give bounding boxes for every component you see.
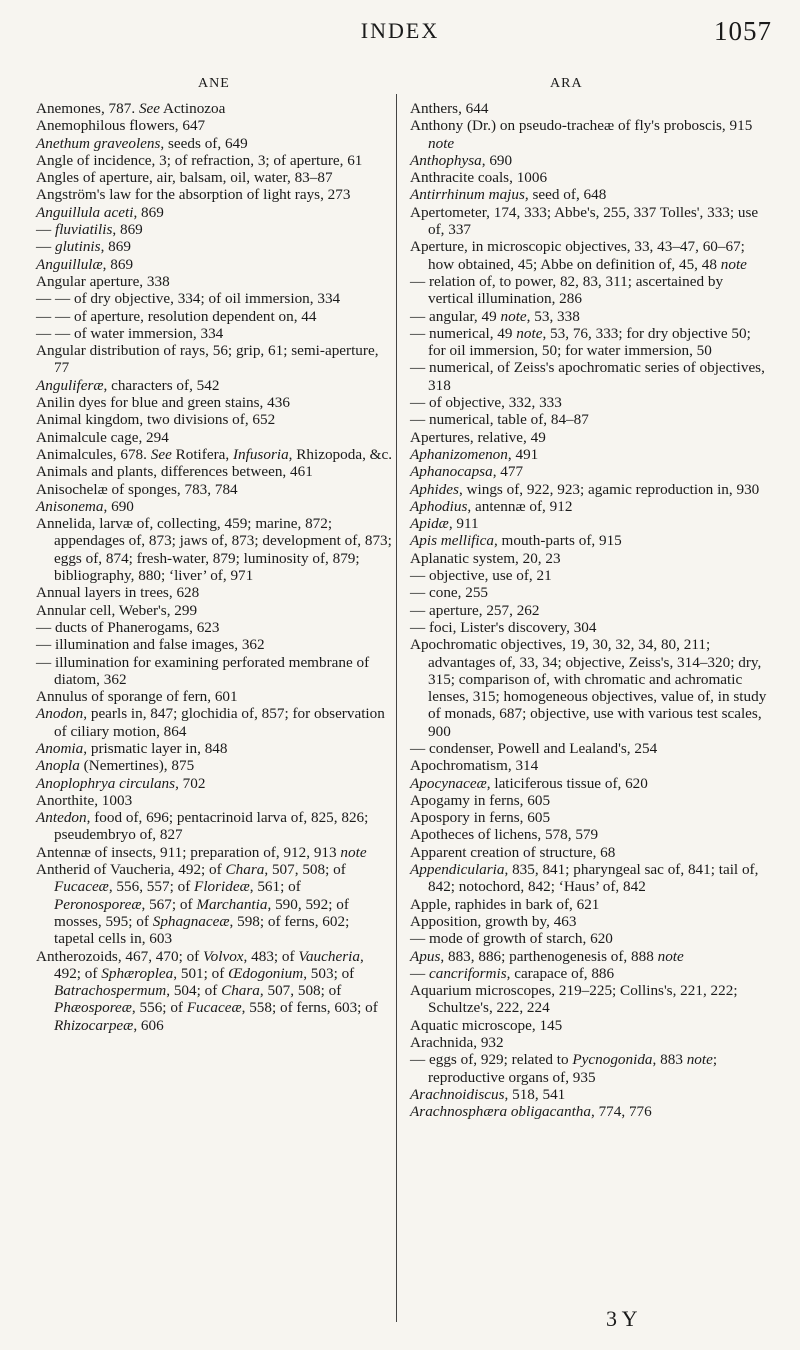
index-entry: — eggs of, 929; related to Pycnogonida, 883 note; reproductive organs of, 935 bbox=[410, 1051, 718, 1086]
index-entry: Aperture, in microscopic objectives, 33, 43–47, 60–67; how obtained, 45; Abbe on definition of, 45, 48 note bbox=[410, 238, 747, 273]
page-title: INDEX bbox=[360, 18, 440, 43]
index-entry: Anodon, pearls in, 847; glochidia of, 857; for observation of ciliary motion, 864 bbox=[36, 705, 385, 740]
index-entry: Anomia, prismatic layer in, 848 bbox=[36, 739, 228, 757]
index-entry: — condenser, Powell and Lealand's, 254 bbox=[410, 739, 658, 757]
index-entry: — illumination and false images, 362 bbox=[36, 636, 265, 654]
index-entry: — foci, Lister's discovery, 304 bbox=[410, 618, 597, 636]
index-entry: — numerical, of Zeiss's apochromatic series of objectives, 318 bbox=[410, 359, 765, 394]
index-entry: Apis mellifica, mouth-parts of, 915 bbox=[410, 532, 622, 550]
index-entry: Arachnoidiscus, 518, 541 bbox=[410, 1085, 566, 1103]
index-entry: Anthony (Dr.) on pseudo-tracheæ of fly's proboscis, 915 note bbox=[410, 117, 753, 152]
index-entry: Anilin dyes for blue and green stains, 436 bbox=[36, 394, 290, 412]
index-entry: Anthophysa, 690 bbox=[410, 151, 513, 169]
index-entry: Arachnida, 932 bbox=[410, 1034, 504, 1052]
index-entry: Aquarium microscopes, 219–225; Collins's, 221, 222; Schultze's, 222, 224 bbox=[410, 982, 738, 1017]
index-entry: — illumination for examining perforated membrane of diatom, 362 bbox=[36, 653, 370, 688]
index-entry: Animalcules, 678. See Rotifera, Infusoria, Rhizopoda, &c. bbox=[36, 445, 393, 463]
index-entry: Apparent creation of structure, 68 bbox=[410, 843, 616, 861]
index-entry: Annular cell, Weber's, 299 bbox=[36, 601, 198, 619]
index-entry: — ducts of Phanerogams, 623 bbox=[36, 618, 220, 636]
index-entry: Appendicularia, 835, 841; pharyngeal sac of, 841; tail of, 842; notochord, 842; ‘Haus’ of, 842 bbox=[410, 861, 759, 896]
index-entry: — glutinis, 869 bbox=[36, 238, 131, 256]
index-entry: Anethum graveolens, seeds of, 649 bbox=[36, 134, 248, 152]
index-entry: — aperture, 257, 262 bbox=[410, 601, 540, 619]
index-entry: Anemophilous flowers, 647 bbox=[36, 117, 206, 135]
index-entry: Apertometer, 174, 333; Abbe's, 255, 337 Tolles', 333; use of, 337 bbox=[410, 203, 759, 239]
index-entry: — objective, use of, 21 bbox=[410, 567, 552, 585]
index-entry: Anemones, 787. See Actinozoa bbox=[36, 100, 226, 117]
index-entry: — angular, 49 note, 53, 338 bbox=[410, 307, 580, 325]
index-entry: Anthers, 644 bbox=[410, 100, 489, 117]
index-entry: Aphides, wings of, 922, 923; agamic reproduction in, 930 bbox=[410, 480, 760, 498]
index-entry: — cancriformis, carapace of, 886 bbox=[410, 964, 615, 982]
index-entry: — — of aperture, resolution dependent on, 44 bbox=[36, 307, 317, 325]
index-entry: Anguillulæ, 869 bbox=[36, 255, 134, 273]
index-entry: — numerical, 49 note, 53, 76, 333; for dry objective 50; for oil immersion, 50; for water immersion, 50 bbox=[410, 324, 751, 360]
index-entry: Antherid of Vaucheria, 492; of Chara, 507, 508; of Fucaceæ, 556, 557; of Florideæ, 561; of Peronosporeæ, 567; of Marchantia, 590, 592; of mosses, 595; of Sphagnaceæ, 598; of ferns, 602; tapetal cells in, 603 bbox=[36, 861, 350, 948]
index-entry: Apospory in ferns, 605 bbox=[410, 809, 551, 827]
index-entry: Annulus of sporange of fern, 601 bbox=[36, 688, 238, 706]
index-entry: Apus, 883, 886; parthenogenesis of, 888 note bbox=[410, 947, 684, 965]
index-entry: Aplanatic system, 20, 23 bbox=[410, 549, 561, 567]
index-entry: Anguliferæ, characters of, 542 bbox=[36, 376, 220, 394]
left-index-column bbox=[36, 100, 393, 1034]
index-entry: Aphanizomenon, 491 bbox=[410, 445, 539, 463]
index-entry: Anorthite, 1003 bbox=[36, 791, 133, 809]
index-entry: Aquatic microscope, 145 bbox=[410, 1016, 563, 1034]
index-entry: Apposition, growth by, 463 bbox=[410, 912, 577, 930]
right-guide-word: ARA bbox=[550, 76, 583, 91]
index-entry: — fluviatilis, 869 bbox=[36, 221, 143, 239]
index-entry: — cone, 255 bbox=[410, 584, 489, 602]
index-entry: Annelida, larvæ of, collecting, 459; marine, 872; appendages of, 873; jaws of, 873; development of, 873; eggs of, 874; fresh-water, 879; luminosity of, 879; bibliography, 880; ‘liver’ of, 971 bbox=[36, 515, 392, 585]
right-index-column bbox=[410, 100, 767, 1121]
index-entry: Animalcule cage, 294 bbox=[36, 428, 169, 446]
page-number: 1057 bbox=[714, 16, 772, 46]
index-entry: Anoplophrya circulans, 702 bbox=[36, 774, 206, 792]
index-entry: Antirrhinum majus, seed of, 648 bbox=[410, 186, 607, 204]
index-entry: Apochromatic objectives, 19, 30, 32, 34, 80, 211; advantages of, 33, 34; objective, Zeiss's, 314–320; dry, 315; comparison of, with chromatic and achromatic lenses, 315; homogeneous objectives, value of, in study of monads, 687; objective, use with various test scales, 900 bbox=[410, 636, 767, 740]
index-entry: Apple, raphides in bark of, 621 bbox=[410, 895, 600, 913]
index-entry: — of objective, 332, 333 bbox=[410, 394, 562, 412]
index-entry: Aphanocapsa, 477 bbox=[410, 463, 524, 481]
index-entry: Arachnosphæra obligacantha, 774, 776 bbox=[410, 1103, 652, 1121]
index-entry: Antedon, food of, 696; pentacrinoid larva of, 825, 826; pseudembryo of, 827 bbox=[36, 809, 369, 844]
index-entry: Anguillula aceti, 869 bbox=[36, 203, 164, 221]
index-entry: Anisochelæ of sponges, 783, 784 bbox=[36, 480, 238, 498]
index-entry: Angle of incidence, 3; of refraction, 3; of aperture, 61 bbox=[36, 151, 363, 169]
column-divider bbox=[396, 94, 397, 1322]
index-entry: Apidæ, 911 bbox=[410, 515, 479, 533]
index-entry: Aphodius, antennæ of, 912 bbox=[410, 497, 573, 515]
index-entry: Apochromatism, 314 bbox=[410, 757, 539, 775]
index-entry: Angular distribution of rays, 56; grip, 61; semi-aperture, 77 bbox=[36, 342, 379, 377]
index-entry: Apogamy in ferns, 605 bbox=[410, 791, 551, 809]
index-entry: Antherozoids, 467, 470; of Volvox, 483; of Vaucheria, 492; of Sphæroplea, 501; of Œdogonium, 503; of Batrachospermum, 504; of Chara, 507, 508; of Phæosporeæ, 556; of Fucaceæ, 558; of ferns, 603; of Rhizocarpeæ, 606 bbox=[36, 947, 378, 1034]
index-entry: Anthracite coals, 1006 bbox=[410, 169, 548, 187]
index-entry: Anopla (Nemertines), 875 bbox=[36, 757, 195, 775]
index-entry: — relation of, to power, 82, 83, 311; ascertained by vertical illumination, 286 bbox=[410, 272, 724, 308]
index-entry: Angular aperture, 338 bbox=[36, 272, 170, 290]
index-entry: — — of water immersion, 334 bbox=[36, 324, 224, 342]
index-entry: Apotheces of lichens, 578, 579 bbox=[410, 826, 599, 844]
index-entry: Apertures, relative, 49 bbox=[410, 428, 546, 446]
index-entry: Antennæ of insects, 911; preparation of, 912, 913 note bbox=[36, 843, 367, 861]
index-entry: — — of dry objective, 334; of oil immersion, 334 bbox=[36, 290, 341, 308]
index-entry: Angström's law for the absorption of light rays, 273 bbox=[36, 186, 351, 204]
running-header bbox=[0, 12, 800, 52]
index-entry: Angles of aperture, air, balsam, oil, water, 83–87 bbox=[36, 169, 333, 187]
signature-mark: 3 Y bbox=[606, 1306, 638, 1331]
index-entry: — mode of growth of starch, 620 bbox=[410, 930, 613, 948]
index-entry: Annual layers in trees, 628 bbox=[36, 584, 200, 602]
index-entry: — numerical, table of, 84–87 bbox=[410, 411, 589, 429]
index-entry: Anisonema, 690 bbox=[36, 497, 134, 515]
left-guide-word: ANE bbox=[198, 76, 230, 91]
index-entry: Animal kingdom, two divisions of, 652 bbox=[36, 411, 276, 429]
index-entry: Animals and plants, differences between, 461 bbox=[36, 463, 313, 481]
index-entry: Apocynaceæ, laticiferous tissue of, 620 bbox=[410, 774, 648, 792]
